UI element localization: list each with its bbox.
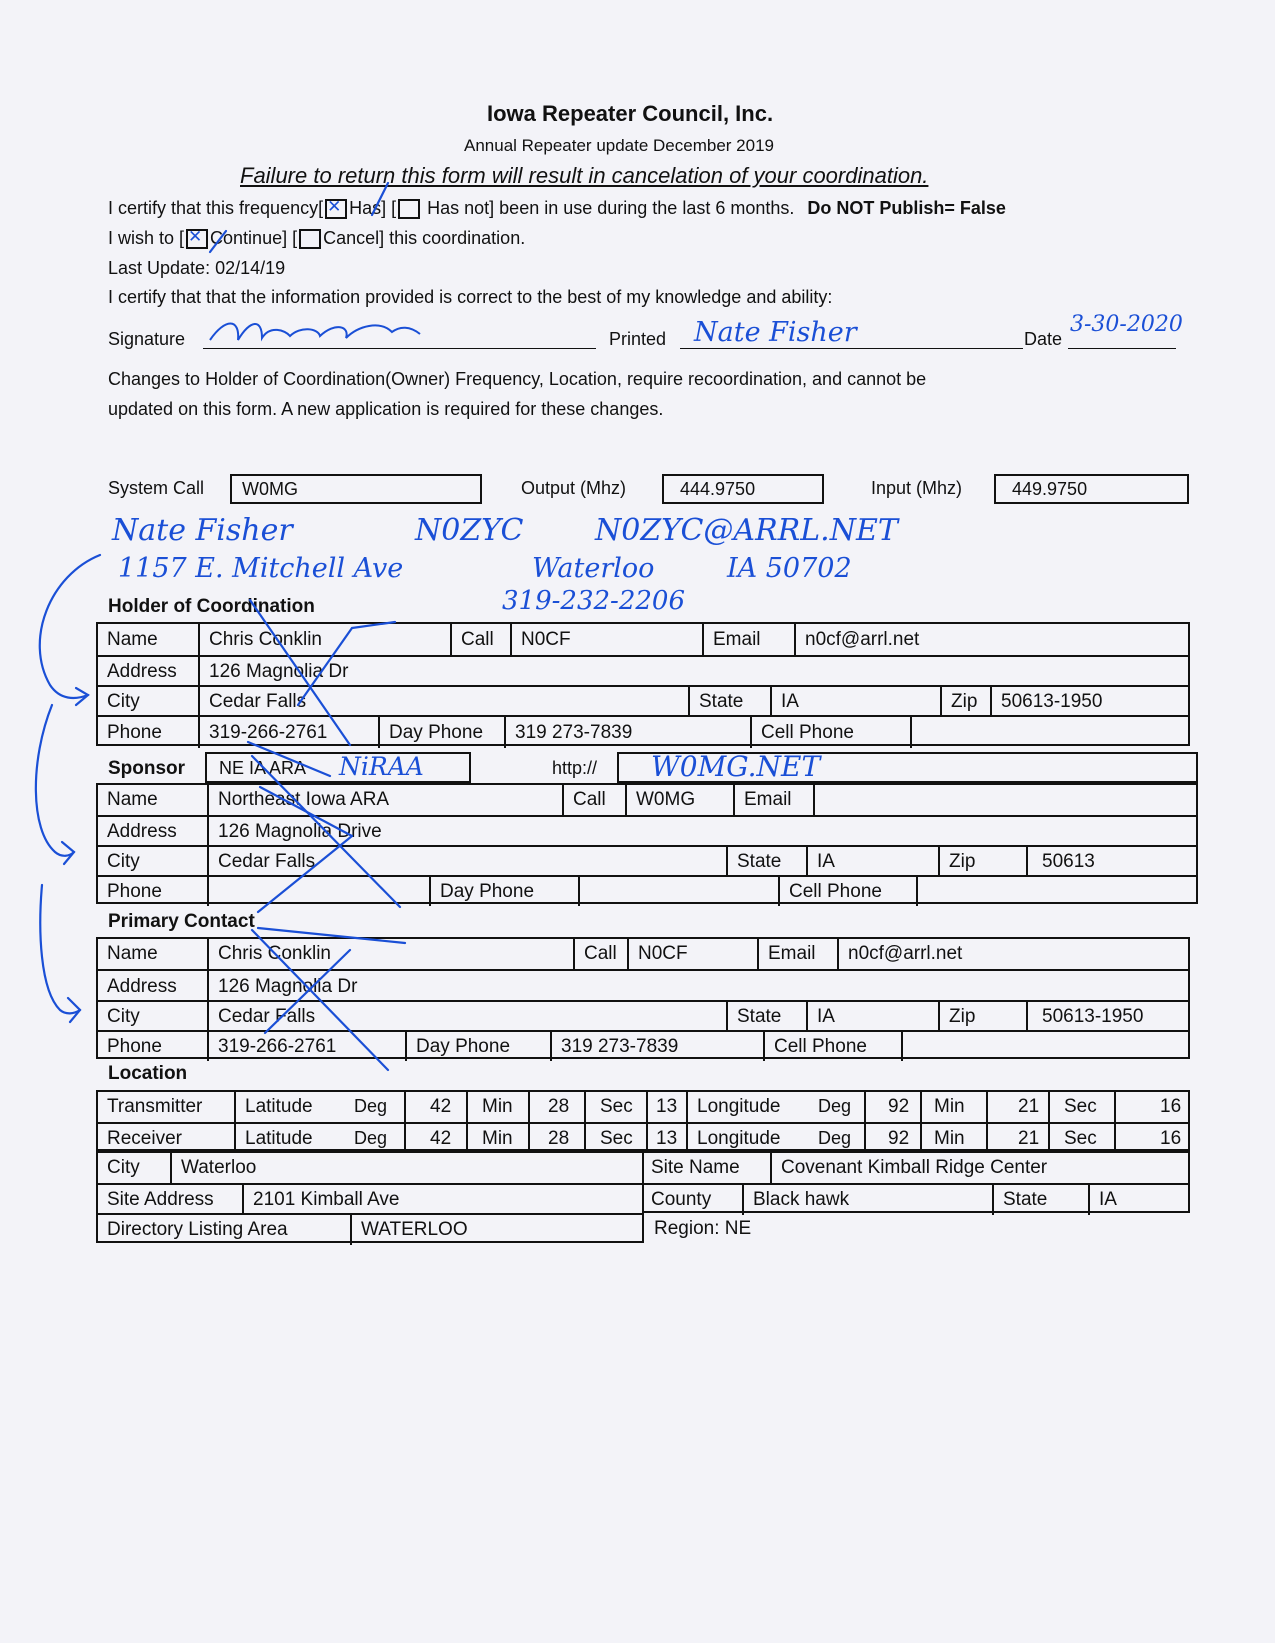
sponsor-zip-value[interactable]: 50613 xyxy=(1026,847,1196,877)
sponsor-call-value[interactable]: W0MG xyxy=(625,785,733,815)
tx-label: Transmitter xyxy=(107,1096,203,1117)
output-field[interactable] xyxy=(662,474,824,504)
holder-day-phone-label: Day Phone xyxy=(378,717,504,748)
handwritten-state-zip: IA 50702 xyxy=(727,553,852,584)
sponsor-state-label: State xyxy=(726,847,806,877)
holder-phone-label: Phone xyxy=(107,721,162,743)
tx-lon-sec-label: Sec xyxy=(1048,1092,1114,1122)
tx-lat-min-label: Min xyxy=(466,1092,528,1122)
holder-heading: Holder of Coordination xyxy=(108,596,315,617)
site-name-value[interactable]: Covenant Kimball Ridge Center xyxy=(770,1153,1188,1183)
handwritten-name: Nate Fisher xyxy=(112,513,293,548)
tx-lat-min[interactable]: 28 xyxy=(528,1092,584,1122)
url-new-value: W0MG.NET xyxy=(651,750,821,783)
rx-lat-min-label: Min xyxy=(466,1124,528,1153)
rx-lat-label: Latitude xyxy=(234,1124,354,1153)
primary-city-label: City xyxy=(107,1006,140,1027)
rx-lon-min[interactable]: 21 xyxy=(986,1124,1048,1153)
sponsor-email-label: Email xyxy=(733,785,813,815)
certify-statement: I certify that that the information provided is correct to the best of my knowledge and ability: xyxy=(108,287,833,307)
rx-lat-deg-label: Deg xyxy=(354,1128,388,1148)
holder-cell-phone-value[interactable] xyxy=(910,717,1188,748)
primary-state-label: State xyxy=(726,1002,806,1032)
holder-state-value[interactable]: IA xyxy=(770,687,940,717)
primary-day-phone-value[interactable]: 319 273-7839 xyxy=(550,1032,763,1061)
changes-note-2: updated on this form. A new application is required for these changes. xyxy=(108,399,664,419)
primary-address-value[interactable]: 126 Magnolia Dr xyxy=(207,971,1188,1002)
holder-day-phone-value[interactable]: 319 273-7839 xyxy=(504,717,750,748)
input-label: Input (Mhz) xyxy=(871,478,963,498)
form-title: Iowa Repeater Council, Inc. xyxy=(487,101,774,126)
primary-email-value[interactable]: n0cf@arrl.net xyxy=(837,939,1188,969)
cancel-label: Cancel] this coordination. xyxy=(323,228,526,248)
loc-state-value[interactable]: IA xyxy=(1088,1185,1188,1215)
has-not-label: Has not] been in use during the last 6 months. xyxy=(427,198,795,218)
sponsor-zip-label: Zip xyxy=(938,847,1026,877)
tx-lon-sec[interactable]: 16 xyxy=(1114,1092,1188,1122)
output-value: 444.9750 xyxy=(680,479,756,499)
primary-heading: Primary Contact xyxy=(108,911,255,932)
loc-city-label: City xyxy=(107,1157,140,1178)
sponsor-name-value[interactable]: Northeast Iowa ARA xyxy=(207,785,562,815)
location-site-left xyxy=(96,1151,644,1243)
sponsor-city-value[interactable]: Cedar Falls xyxy=(207,847,726,877)
sponsor-call-label: Call xyxy=(562,785,625,815)
do-not-publish: Do NOT Publish= False xyxy=(807,198,1006,218)
changes-note-1: Changes to Holder of Coordination(Owner) Frequency, Location, require recoordination, and cannot be xyxy=(108,369,927,389)
primary-address-label: Address xyxy=(107,975,177,997)
url-field[interactable] xyxy=(617,752,1198,783)
region-text: Region: NE xyxy=(654,1218,752,1239)
system-call-value: W0MG xyxy=(242,479,298,499)
holder-email-label: Email xyxy=(702,624,794,655)
tx-lat-sec[interactable]: 13 xyxy=(646,1092,686,1122)
handwritten-email: N0ZYC@ARRL.NET xyxy=(595,513,898,548)
wish-prefix: I wish to [ xyxy=(108,228,185,248)
sponsor-cell-phone-value[interactable] xyxy=(916,877,1196,906)
directory-area-label: Directory Listing Area xyxy=(107,1219,288,1240)
primary-city-value[interactable]: Cedar Falls xyxy=(207,1002,726,1032)
location-heading: Location xyxy=(108,1063,188,1084)
frequency-prefix: I certify that this frequency[ xyxy=(108,198,324,218)
signature-field[interactable] xyxy=(203,326,596,349)
tx-lat-label: Latitude xyxy=(234,1092,354,1122)
location-site-right xyxy=(642,1151,1190,1213)
primary-phone-value[interactable]: 319-266-2761 xyxy=(207,1032,405,1061)
primary-call-label: Call xyxy=(573,939,627,969)
loc-state-label: State xyxy=(992,1185,1088,1215)
sponsor-table xyxy=(96,783,1198,904)
date-label: Date xyxy=(1024,329,1063,349)
tx-lat-deg-label: Deg xyxy=(354,1096,388,1116)
holder-state-label: State xyxy=(688,687,770,717)
holder-address-value[interactable]: 126 Magnolia Dr xyxy=(198,657,1188,687)
continue-label: Continue] [ xyxy=(210,228,298,248)
http-label: http:// xyxy=(552,758,598,778)
rx-lon-sec[interactable]: 16 xyxy=(1114,1124,1188,1153)
tx-lat-sec-label: Sec xyxy=(584,1092,646,1122)
rx-lon-label: Longitude xyxy=(686,1124,812,1153)
holder-city-value[interactable]: Cedar Falls xyxy=(198,687,688,717)
sponsor-email-value[interactable] xyxy=(813,785,1196,815)
sponsor-value: NE IA ARA xyxy=(219,758,307,778)
primary-name-label: Name xyxy=(107,943,158,964)
directory-area-value[interactable]: WATERLOO xyxy=(350,1215,642,1245)
primary-cell-phone-value[interactable] xyxy=(901,1032,1188,1061)
continue-checkbox[interactable] xyxy=(186,229,208,249)
handwritten-phone: 319-232-2206 xyxy=(502,586,685,616)
tx-lon-min-label: Min xyxy=(920,1092,986,1122)
holder-cell-phone-label: Cell Phone xyxy=(750,717,910,748)
sponsor-address-value[interactable]: 126 Magnolia Drive xyxy=(207,817,1196,847)
sponsor-name-label: Name xyxy=(107,789,158,810)
holder-city-label: City xyxy=(107,691,140,712)
site-address-value[interactable]: 2101 Kimball Ave xyxy=(242,1185,642,1215)
input-value: 449.9750 xyxy=(1012,479,1088,499)
holder-address-label: Address xyxy=(107,661,177,682)
county-label: County xyxy=(651,1189,712,1210)
rx-lat-deg[interactable]: 42 xyxy=(404,1124,466,1153)
holder-name-value[interactable]: Chris Conklin xyxy=(198,624,450,655)
holder-call-value[interactable]: N0CF xyxy=(510,624,702,655)
handwritten-call: N0ZYC xyxy=(415,513,524,548)
handwritten-city: Waterloo xyxy=(532,553,655,584)
form-subtitle: Annual Repeater update December 2019 xyxy=(464,136,774,155)
rx-lat-min[interactable]: 28 xyxy=(528,1124,584,1153)
sponsor-city-label: City xyxy=(107,851,140,872)
rx-lat-sec[interactable]: 13 xyxy=(646,1124,686,1153)
has-checkbox[interactable] xyxy=(325,199,347,219)
tx-lon-deg[interactable]: 92 xyxy=(864,1092,920,1122)
rx-lon-deg-label: Deg xyxy=(818,1128,852,1148)
primary-name-value[interactable]: Chris Conklin xyxy=(207,939,573,969)
site-name-label: Site Name xyxy=(651,1157,740,1178)
holder-name-label: Name xyxy=(107,628,158,650)
rx-lat-sec-label: Sec xyxy=(584,1124,646,1153)
site-address-label: Site Address xyxy=(107,1189,214,1210)
warning-text: Failure to return this form will result in cancelation of your coordination. xyxy=(240,163,929,188)
sponsor-address-label: Address xyxy=(107,821,177,842)
primary-table xyxy=(96,937,1190,1059)
holder-phone-value[interactable]: 319-266-2761 xyxy=(198,717,378,748)
frequency-use-line xyxy=(108,198,1006,219)
sponsor-new-value: NiRAA xyxy=(339,752,424,781)
sponsor-phone-value[interactable] xyxy=(207,877,429,906)
wish-line xyxy=(108,228,525,249)
signature-label: Signature xyxy=(108,329,186,349)
tx-lon-min[interactable]: 21 xyxy=(986,1092,1048,1122)
holder-table xyxy=(96,622,1190,746)
handwritten-address: 1157 E. Mitchell Ave xyxy=(118,553,404,584)
holder-email-value[interactable]: n0cf@arrl.net xyxy=(794,624,1188,655)
primary-zip-value[interactable]: 50613-1950 xyxy=(1026,1002,1188,1032)
sponsor-state-value[interactable]: IA xyxy=(806,847,938,877)
tx-lon-label: Longitude xyxy=(686,1092,812,1122)
printed-name: Nate Fisher xyxy=(694,317,857,348)
sponsor-day-phone-label: Day Phone xyxy=(429,877,578,906)
sponsor-day-phone-value[interactable] xyxy=(578,877,778,906)
holder-zip-value[interactable]: 50613-1950 xyxy=(990,687,1188,717)
system-call-field[interactable] xyxy=(230,474,482,504)
sponsor-phone-label: Phone xyxy=(107,880,162,902)
primary-state-value[interactable]: IA xyxy=(806,1002,938,1032)
has-not-checkbox[interactable] xyxy=(398,199,420,219)
output-label: Output (Mhz) xyxy=(521,478,627,498)
primary-call-value[interactable]: N0CF xyxy=(627,939,757,969)
system-call-label: System Call xyxy=(108,478,205,498)
rx-lon-min-label: Min xyxy=(920,1124,986,1153)
sponsor-field[interactable] xyxy=(205,752,471,783)
sponsor-heading: Sponsor xyxy=(108,758,186,779)
holder-zip-label: Zip xyxy=(940,687,990,717)
cancel-checkbox[interactable] xyxy=(299,229,321,249)
rx-lon-sec-label: Sec xyxy=(1048,1124,1114,1153)
rx-label: Receiver xyxy=(107,1127,182,1149)
primary-cell-phone-label: Cell Phone xyxy=(763,1032,901,1061)
rx-lon-deg[interactable]: 92 xyxy=(864,1124,920,1153)
printed-label: Printed xyxy=(609,329,667,349)
last-update: Last Update: 02/14/19 xyxy=(108,258,286,278)
location-coords-table xyxy=(96,1090,1190,1151)
primary-phone-label: Phone xyxy=(107,1035,162,1057)
has-label: Has] [ xyxy=(349,198,397,218)
primary-zip-label: Zip xyxy=(938,1002,1026,1032)
primary-day-phone-label: Day Phone xyxy=(405,1032,550,1061)
input-field[interactable] xyxy=(994,474,1189,504)
primary-email-label: Email xyxy=(757,939,837,969)
date-value: 3-30-2020 xyxy=(1070,312,1183,337)
county-value[interactable]: Black hawk xyxy=(742,1185,992,1215)
sponsor-cell-phone-label: Cell Phone xyxy=(778,877,916,906)
loc-city-value[interactable]: Waterloo xyxy=(170,1153,642,1183)
holder-call-label: Call xyxy=(450,624,510,655)
tx-lon-deg-label: Deg xyxy=(818,1096,852,1116)
tx-lat-deg[interactable]: 42 xyxy=(404,1092,466,1122)
